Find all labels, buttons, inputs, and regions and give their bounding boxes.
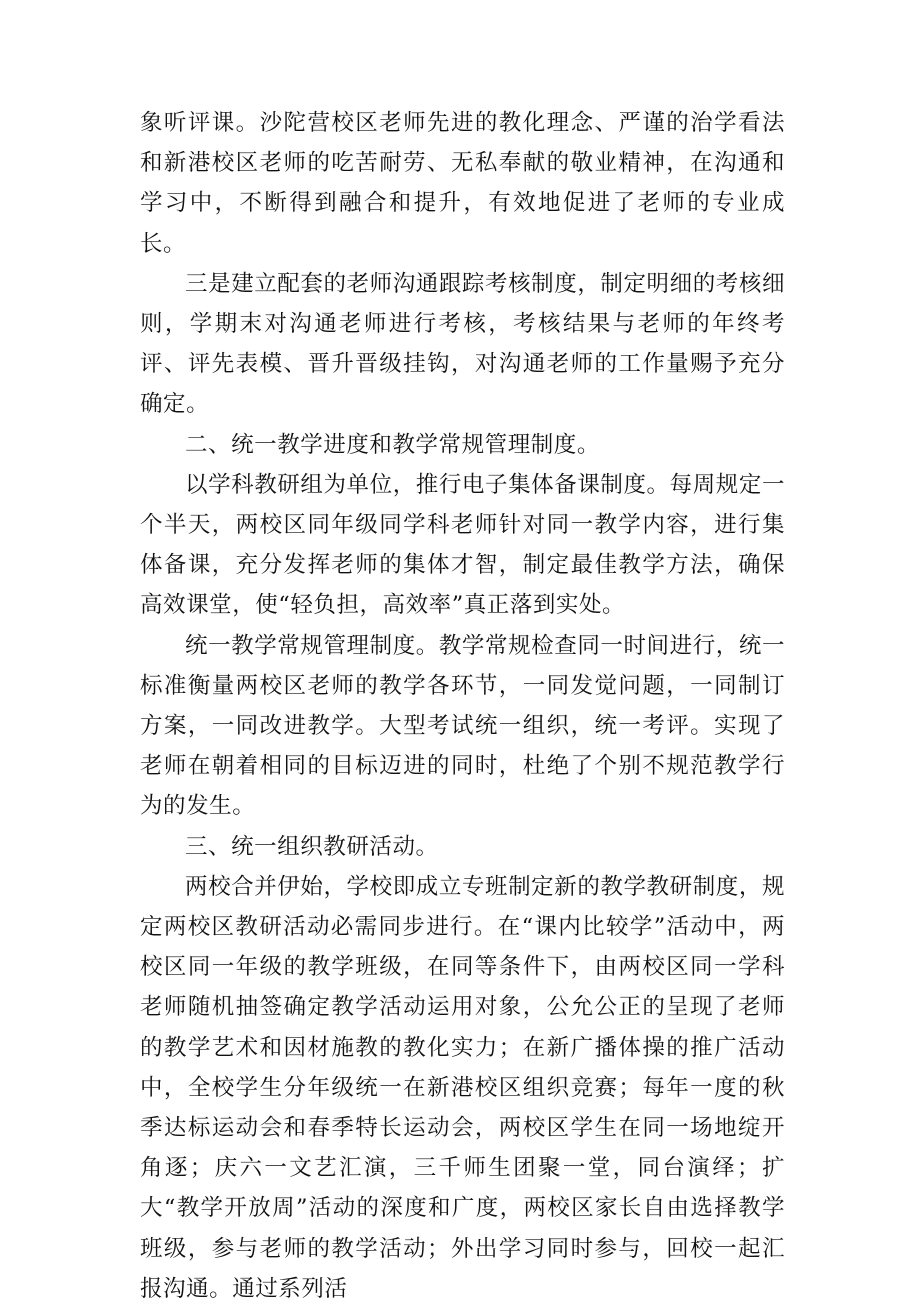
paragraph-collective-lesson-prep: 以学科教研组为单位，推行电子集体备课制度。每周规定一个半天，两校区同年级同学科老师针对同一教学内容，进行集体备课，充分发挥老师的集体才智，制定最佳教学方法，确保高效课堂，使“轻负担，高效率”真正落到实处。 bbox=[140, 471, 785, 619]
section-heading-2: 二、统一教学进度和教学常规管理制度。 bbox=[185, 431, 600, 458]
section-heading-3: 三、统一组织教研活动。 bbox=[185, 833, 439, 860]
paragraph-continuation: 象听评课。沙陀营校区老师先进的教化理念、严谨的治学看法和新港校区老师的吃苦耐劳、无私奉献的敬业精神，在沟通和学习中，不断得到融合和提升，有效地促进了老师的专业成长。 bbox=[140, 110, 785, 257]
paragraph-assessment-system: 三是建立配套的老师沟通跟踪考核制度，制定明细的考核细则，学期末对沟通老师进行考核，考核结果与老师的年终考评、评先表模、晋升晋级挂钩，对沟通老师的工作量赐予充分确定。 bbox=[140, 270, 785, 418]
paragraph-research-activities: 两校合并伊始，学校即成立专班制定新的教学教研制度，规定两校区教研活动必需同步进行。在“课内比较学”活动中，两校区同一年级的教学班级，在同等条件下，由两校区同一学科老师随机抽签确定教学活动运用对象，公允公正的呈现了老师的教学艺术和因材施教的教化实力；在新广播体操的推广活动中，全校学生分年级统一在新港校区组织竞赛；每年一度的秋季达标运动会和春季特长运动会，两校区学生在同一场地绽开角逐；庆六一文艺汇演，三千师生团聚一堂，同台演绎；扩大“教学开放周”活动的深度和广度，两校区家长自由选择教学班级，参与老师的教学活动；外出学习同时参与，回校一起汇报沟通。通过系列活 bbox=[140, 873, 785, 1302]
paragraph-routine-management: 统一教学常规管理制度。教学常规检查同一时间进行，统一标准衡量两校区老师的教学各环节，一同发觉问题，一同制订方案，一同改进教学。大型考试统一组织，统一考评。实现了老师在朝着相同的目标迈进的同时，杜绝了个别不规范教学行为的发生。 bbox=[140, 632, 785, 820]
document-body bbox=[140, 103, 785, 1309]
